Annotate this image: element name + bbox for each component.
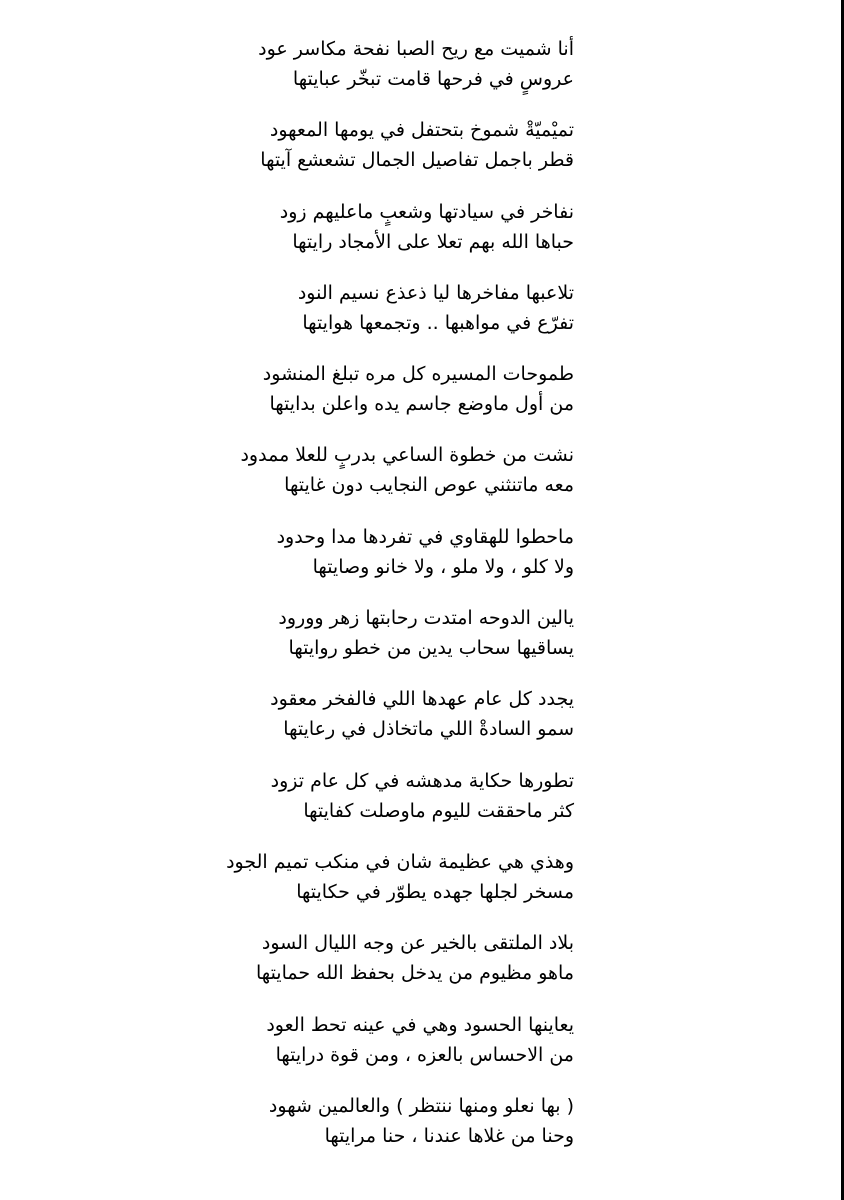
verse-line: ولا كلو ، ولا ملو ، ولا خانو وصايتها xyxy=(312,555,574,578)
verse-line: قطر باجمل تفاصيل الجمال تشعشع آيتها xyxy=(260,149,574,172)
verse-line: من أول ماوضع جاسم يده واعلن بدايتها xyxy=(269,393,574,416)
verse-line: تميْميّةْ شموخ بتحتفل في يومها المعهود xyxy=(269,119,574,142)
stanza-13 xyxy=(214,1010,574,1091)
stanza-5 xyxy=(214,359,574,440)
stanza-2 xyxy=(214,115,574,196)
verse-line: يالين الدوحه امتدت رحابتها زهر وورود xyxy=(278,607,574,630)
verse-line: بلاد الملتقى بالخير عن وجه الليال السود xyxy=(261,932,574,955)
verse-line: من الاحساس بالعزه ، ومن قوة درايتها xyxy=(275,1043,574,1066)
verse-line: سمو السادةْ اللي ماتخاذل في رعايتها xyxy=(283,718,574,741)
verse-line: نشت من خطوة الساعي بدربٍ للعلا ممدود xyxy=(240,444,574,467)
verse-line: وهذي هي عظيمة شان في منكب تميم الجود xyxy=(226,850,574,873)
stanza-3 xyxy=(214,197,574,278)
stanza-7 xyxy=(214,522,574,603)
verse-line: يجدد كل عام عهدها اللي فالفخر معقود xyxy=(270,688,574,711)
verse-line: عروسٍ في فرحها قامت تبخّر عبايتها xyxy=(292,68,574,90)
stanza-4 xyxy=(214,278,574,359)
verse-line: ماحطوا للهقاوي في تفردها مدا وحدود xyxy=(276,525,574,548)
verse-line: تفرّع في مواهبها .. وتجمعها هوايتها xyxy=(302,311,574,334)
stanza-9 xyxy=(214,684,574,765)
verse-line: ( بها نعلو ومنها ننتظر ) والعالمين شهود xyxy=(268,1094,574,1117)
verse-line: ماهو مظيوم من يدخل بحفظ الله حمايتها xyxy=(256,962,574,985)
stanza-10 xyxy=(214,766,574,847)
verse-line: تطورها حكاية مدهشه في كل عام تزود xyxy=(270,769,574,792)
stanza-12 xyxy=(214,928,574,1009)
verse-line: وحنا من غلاها عندنا ، حنا مرايتها xyxy=(324,1124,574,1147)
verse-line: معه ماتنثني عوص النجايب دون غايتها xyxy=(284,474,574,497)
verse-line: مسخر لجلها جهده يطوّر في حكايتها xyxy=(296,880,574,903)
stanza-8 xyxy=(214,603,574,684)
stanza-11 xyxy=(214,847,574,928)
verse-line: يساقيها سحاب يدين من خطو روايتها xyxy=(288,637,574,660)
verse-line: طموحات المسيره كل مره تبلغ المنشود xyxy=(262,363,574,386)
stanza-1 xyxy=(214,34,574,115)
stanza-14 xyxy=(214,1091,574,1172)
verse-line: أنا شميت مع ريح الصبا نفحة مكاسر عود xyxy=(258,38,574,60)
verse-line: يعاينها الحسود وهي في عينه تحط العود xyxy=(266,1013,574,1036)
verse-line: حباها الله بهم تعلا على الأمجاد رايتها xyxy=(292,230,574,253)
verse-line: نفاخر في سيادتها وشعبٍ ماعليهم زود xyxy=(279,200,574,223)
verse-line: تلاعبها مفاخرها ليا ذعذع نسيم النود xyxy=(297,281,574,304)
poem-text xyxy=(214,34,574,1172)
verse-line: كثر ماحققت لليوم ماوصلت كفايتها xyxy=(303,799,574,822)
stanza-6 xyxy=(214,440,574,521)
